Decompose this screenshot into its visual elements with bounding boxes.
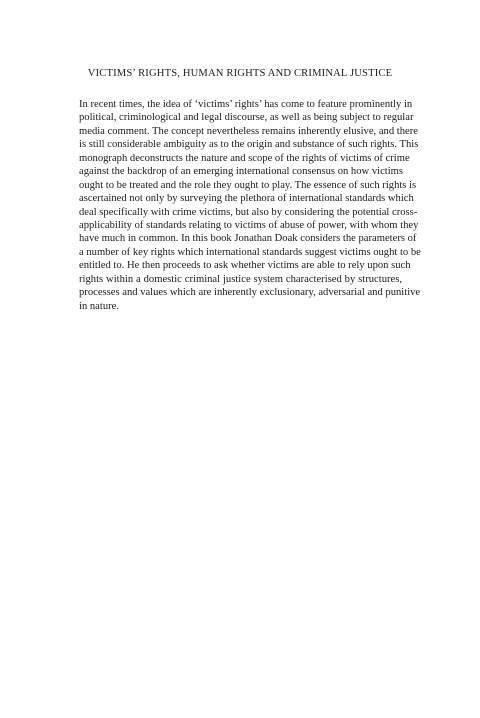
- paragraph-line: have much in common. In this book Jonathan Doak considers the parameters of: [79, 233, 417, 245]
- paragraph-line: In recent times, the idea of ‘victims’ rights’ has come to feature prominently in: [79, 99, 413, 110]
- paragraph-line: processes and values which are inherently exclusionary, adversarial and punitive: [79, 287, 421, 299]
- paragraph-line: ought to be treated and the role they ought to play. The essence of such rights is: [79, 179, 417, 191]
- page-title: VICTIMS’ RIGHTS, HUMAN RIGHTS AND CRIMINAL JUSTICE: [87, 68, 393, 79]
- paragraph-line: is still considerable ambiguity as to the origin and substance of such rights. This: [79, 139, 419, 151]
- paragraph-line: media comment. The concept nevertheless remains inherently elusive, and there: [79, 125, 418, 137]
- paragraph-line: in nature.: [79, 300, 120, 312]
- paragraph-line: rights within a domestic criminal justice system characterised by structures,: [79, 273, 402, 285]
- paragraph-line: against the backdrop of an emerging international consensus on how victims: [79, 166, 404, 178]
- blurb-paragraph: [79, 98, 421, 313]
- paragraph-line: a number of key rights which international standards suggest victims ought to be: [79, 246, 421, 258]
- paragraph-line: applicability of standards relating to victims of abuse of power, with whom they: [79, 219, 419, 231]
- paragraph-line: entitled to. He then proceeds to ask whether victims are able to rely upon such: [79, 260, 411, 272]
- paragraph-line: monograph deconstructs the nature and scope of the rights of victims of crime: [79, 152, 410, 164]
- paragraph-line: ascertained not only by surveying the plethora of international standards which: [79, 193, 414, 205]
- paragraph-line: deal specifically with crime victims, but also by considering the potential cross-: [79, 206, 418, 218]
- paragraph-line: political, criminological and legal discourse, as well as being subject to regular: [79, 112, 414, 124]
